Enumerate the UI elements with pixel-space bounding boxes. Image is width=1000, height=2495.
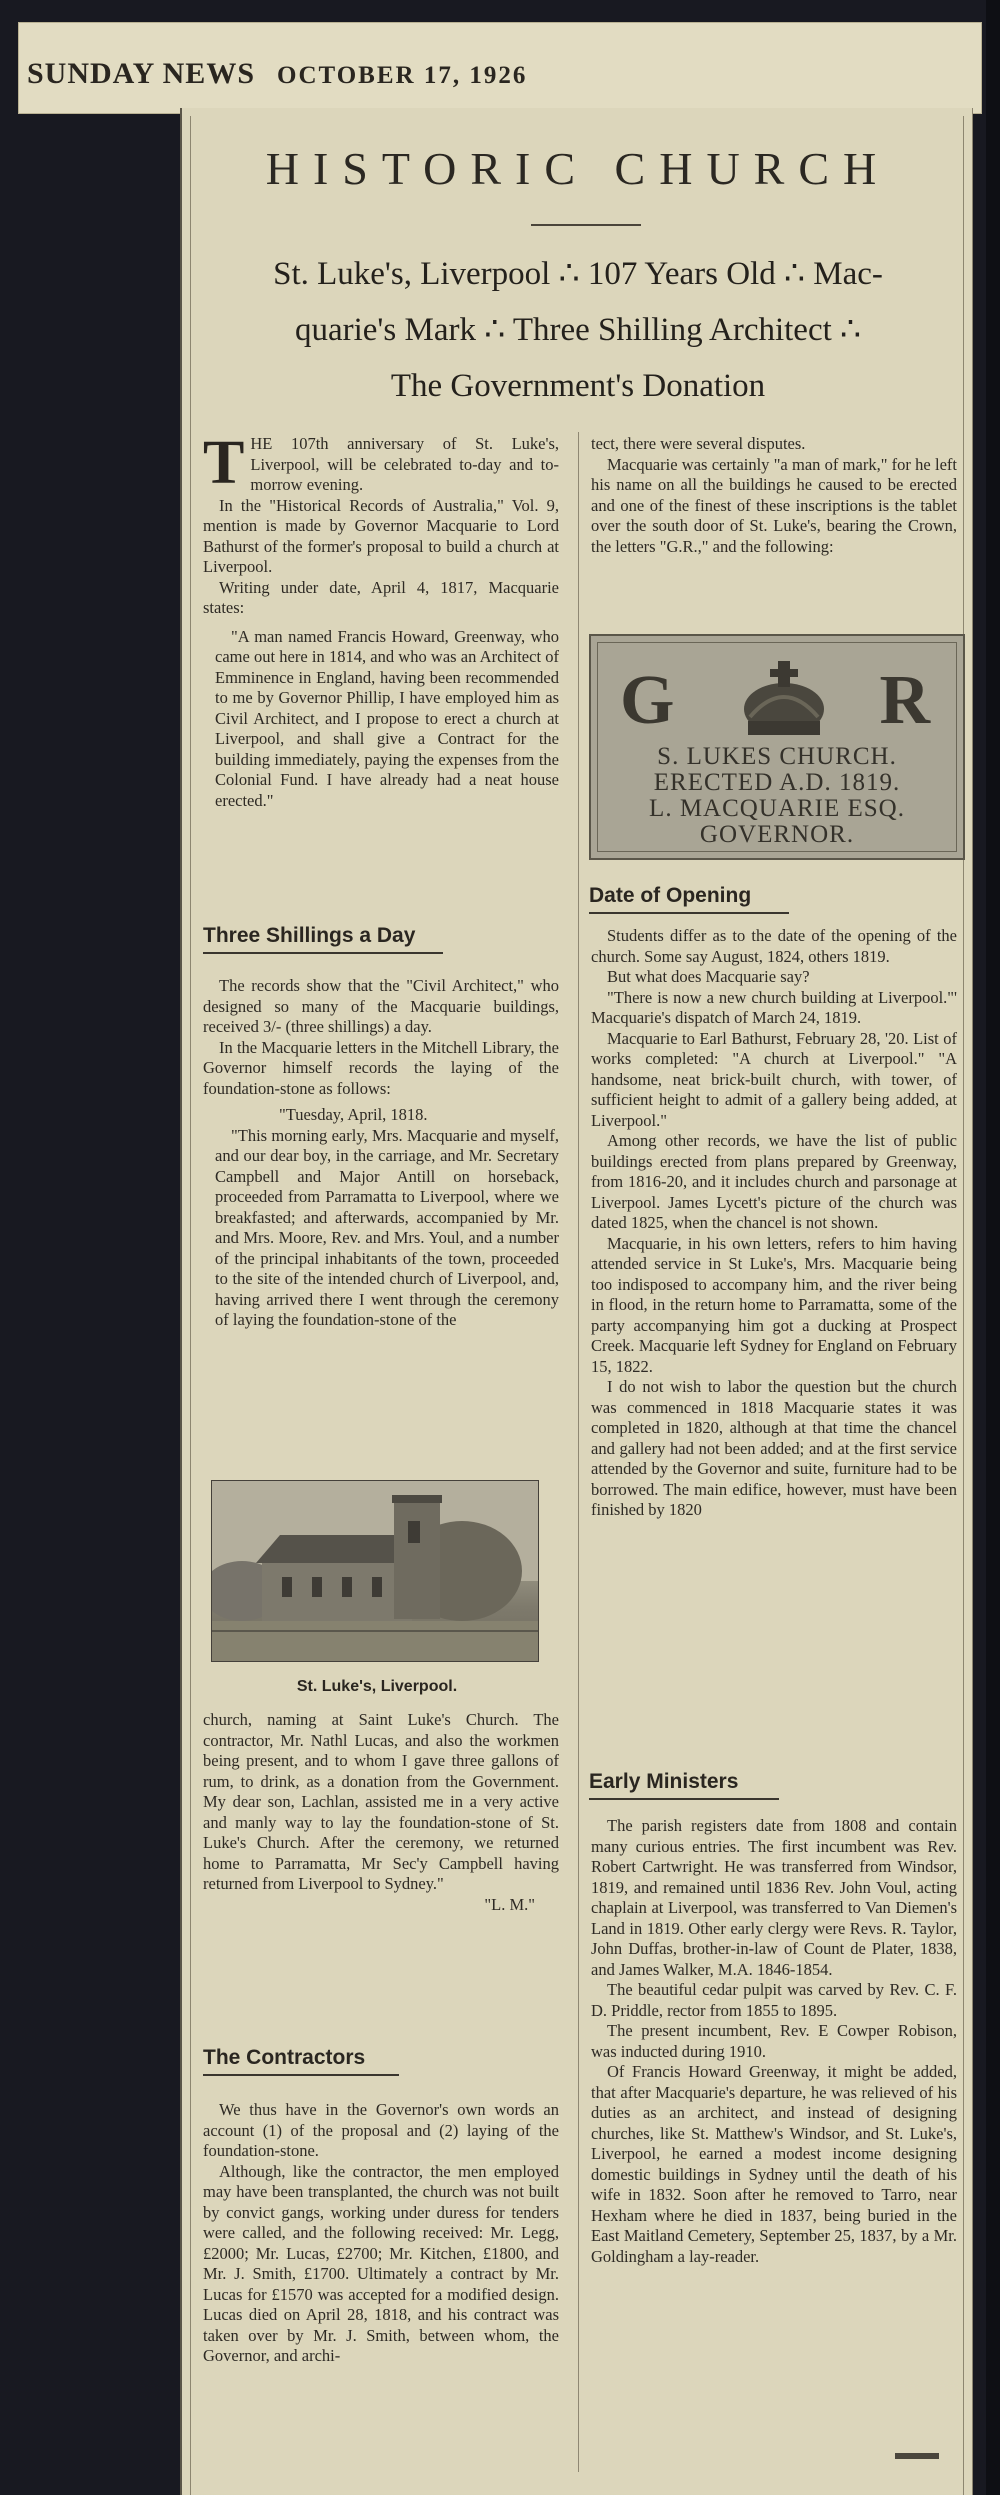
album-edge — [986, 0, 1000, 2495]
paragraph: In the Macquarie letters in the Mitchell Library, the Governor himself records the laying of the foundation-stone as follows: — [203, 1037, 559, 1098]
subheading: Early Ministers — [589, 1770, 739, 1793]
paragraph: The beautiful cedar pulpit was carved by Rev. C. F. D. Priddle, rector from 1855 to 1895. — [591, 1980, 957, 2020]
quotation: "This morning early, Mrs. Macquarie and myself, and our dear boy, in the carriage, and Mr. Secretary Campbell and Major Antill on horseback, proceeded from Parramatta to Liverpool, where we breakfasted; and afterwards, accompanied by Mr. and Mrs. Moore, Rev. and Mrs. Youl, and a number of the principal inhabitants of the town, proceeded to the site of the intended church of Liverpool, and, having arrived there I went through the ceremony of laying the foundation-stone of the — [215, 1125, 559, 1329]
paragraph: The parish registers date from 1808 and contain many curious entries. The first incumbent was Rev. Robert Cartwright. He was transferred from Windsor, 1819, and remained until 1836 Rev. John Voul, acting chaplain at Liverpool, was transferred to Van Diemen's Land in 1819. Other early clergy were Revs. R. Taylor, John Duffas, brother-in-law of Count de Plater, 1838, and James Walker, M.A. 1846-1854. — [591, 1816, 957, 1979]
paragraph: "There is now a new church building at Liverpool."' Macquarie's dispatch of March 24, 1819. — [591, 987, 957, 1027]
deck-line-1: St. Luke's, Liverpool ∴ 107 Years Old ∴ Mac- — [273, 256, 883, 292]
tablet-frame — [597, 642, 957, 852]
paragraph: Among other records, we have the list of public buildings erected from plans prepared by Greenway, from 1816-20, and it includes church and parsonage at Liverpool. James Lycett's picture of the church was dated 1825, when the chancel is not shown. — [591, 1131, 957, 1232]
signature: "L. M." — [484, 1894, 535, 1914]
left-column-bottom — [203, 2100, 559, 2367]
tablet-line-1: S. LUKES CHURCH. — [657, 743, 897, 770]
church-photo-illustration — [212, 1481, 538, 1661]
headline-rule — [531, 224, 641, 226]
paragraph: Macquarie to Earl Bathurst, February 28, '20. List of works completed: "A church at Liverpool." "A handsome, neat brick-built church, with tower, of sufficient height to admit of a gallery being added, at Liverpool." — [591, 1028, 957, 1130]
subheading-rule — [203, 952, 443, 954]
deck-line-2: quarie's Mark ∴ Three Shilling Architect ∴ — [294, 312, 862, 348]
photo-caption: St. Luke's, Liverpool. — [296, 1678, 458, 1695]
crown-icon — [736, 657, 832, 747]
paragraph: Macquarie was certainly "a man of mark," for he left his name on all the buildings he caused to be erected and one of the finest of these inscriptions is the tablet over the south door of St. Luke's, bearing the Crown, the letters "G.R.," and the following: — [591, 454, 957, 556]
tablet-line-4: GOVERNOR. — [699, 821, 855, 848]
paragraph: Students differ as to the date of the opening of the church. Some say August, 1824, others 1819. — [591, 926, 957, 966]
left-column-middle — [203, 976, 559, 1331]
column-rule — [578, 432, 579, 2472]
clipping-frame — [190, 116, 964, 2495]
right-column-bottom — [591, 1816, 957, 2267]
subheading: The Contractors — [203, 2046, 366, 2069]
deck-line-3: The Government's Donation — [390, 368, 766, 404]
paragraph: The records show that the "Civil Architect," who designed so many of the Macquarie buildings, received 3/- (three shillings) a day. — [203, 976, 559, 1036]
quotation: "A man named Francis Howard, Greenway, who came out here in 1814, and who was an Architect of Emminence in England, having been recommended to me by Governor Phillip, I have employed him as Civil Architect, and I propose to erect a church at Liverpool, and shall give a Contract for the building immediately, paying the expenses from the Colonial Fund. I have already had a neat house erected." — [215, 626, 559, 810]
right-column-top — [591, 434, 957, 557]
subheading-rule — [589, 1798, 779, 1800]
paragraph: We thus have in the Governor's own words an account (1) of the proposal and (2) laying of the foundation-stone. — [203, 2100, 559, 2160]
masthead-strip — [18, 22, 982, 114]
paper-name: SUNDAY NEWS — [27, 57, 256, 90]
tablet-line-3: L. MACQUARIE ESQ. — [649, 795, 905, 822]
subheading: Date of Opening — [589, 884, 752, 907]
paragraph: Of Francis Howard Greenway, it might be added, that after Macquarie's departure, he was relieved of his duties as an architect, and instead of designing churches, like St. Matthew's Windsor, and St. Luke's, Liverpool, he earned a modest income designing domestic buildings in Sydney until the death of his wife in 1832. Soon after he removed to Tarro, near Hexham where he died in 1837, being buried in the East Maitland Cemetery, September 25, 1837, by a Mr. Goldingham a lay-reader. — [591, 2062, 957, 2266]
paragraph: HE 107th anniversary of St. Luke's, Liverpool, will be celebrated to-day and to-morrow evening. — [250, 434, 559, 494]
quotation-date: "Tuesday, April, 1818. — [279, 1105, 428, 1124]
masthead — [27, 57, 527, 91]
paragraph: Writing under date, April 4, 1817, Macquarie states: — [203, 577, 559, 617]
paragraph: In the "Historical Records of Australia," Vol. 9, mention is made by Governor Macquarie to Lord Bathurst of the former's proposal to build a church at Liverpool. — [203, 495, 559, 576]
paragraph: I do not wish to labor the question but the church was commenced in 1818 Macquarie states it was completed in 1820, although at that time the chancel and gallery had not been added; and at the first service attended by the Governor and suite, furniture had to be borrowed. The main edifice, however, must have been finished by 1820 — [591, 1377, 957, 1519]
issue-date: OCTOBER 17, 1926 — [277, 62, 528, 89]
ink-mark — [895, 2453, 939, 2459]
tablet-line-2: ERECTED A.D. 1819. — [653, 769, 901, 796]
right-column-middle — [591, 926, 957, 1521]
paragraph: But what does Macquarie say? — [607, 967, 810, 986]
paragraph: The present incumbent, Rev. E Cowper Robison, was inducted during 1910. — [591, 2021, 957, 2061]
subheading-rule — [589, 912, 789, 914]
church-photo — [211, 1480, 539, 1662]
paragraph: church, naming at Saint Luke's Church. The contractor, Mr. Nathl Lucas, and also the workmen being present, and to whom I gave three gallons of rum, to drink, as a donation from the Government. My dear son, Lachlan, assisted me in a very active and manly way to lay the foundation-stone of St. Luke's Church. After the ceremony, we returned home to Parramatta, Mr Sec'y Campbell having returned from Liverpool to Sydney." — [203, 1710, 559, 1893]
left-column-lower — [203, 1710, 559, 1915]
headline: HISTORIC CHURCH — [265, 143, 891, 194]
left-column-top — [203, 429, 559, 811]
inscription-tablet-photo — [589, 634, 965, 860]
paragraph: Macquarie, in his own letters, refers to him having attended service in St Luke's, Mrs. Macquarie being too indisposed to accompany him, and the river being in flood, in the return home to Parramatta, some of the party accompanying him got a ducking at Prospect Creek. Macquarie left Sydney for England on February 15, 1822. — [591, 1233, 957, 1376]
tablet-letter-r: R — [879, 662, 930, 739]
tablet-letter-g: G — [620, 662, 675, 739]
paragraph: tect, there were several disputes. — [591, 434, 806, 453]
paragraph: Although, like the contractor, the men employed may have been transplanted, the church was not built by convict gangs, working under duress for tenders were called, and the following received: Mr. Legg, £2000; Mr. Lucas, £2700; Mr. Kitchen, £1800, and Mr. J. Smith, £1700. Ultimately a contract by Mr. Lucas for £1570 was accepted for a modified design. Lucas died on April 28, 1818, and his contract was taken over by Mr. J. Smith, between whom, the Governor, and archi- — [203, 2161, 559, 2365]
subheading-rule — [203, 2074, 399, 2076]
drop-cap: T — [203, 429, 245, 497]
newspaper-clipping — [180, 108, 973, 2495]
subheading: Three Shillings a Day — [203, 924, 416, 947]
